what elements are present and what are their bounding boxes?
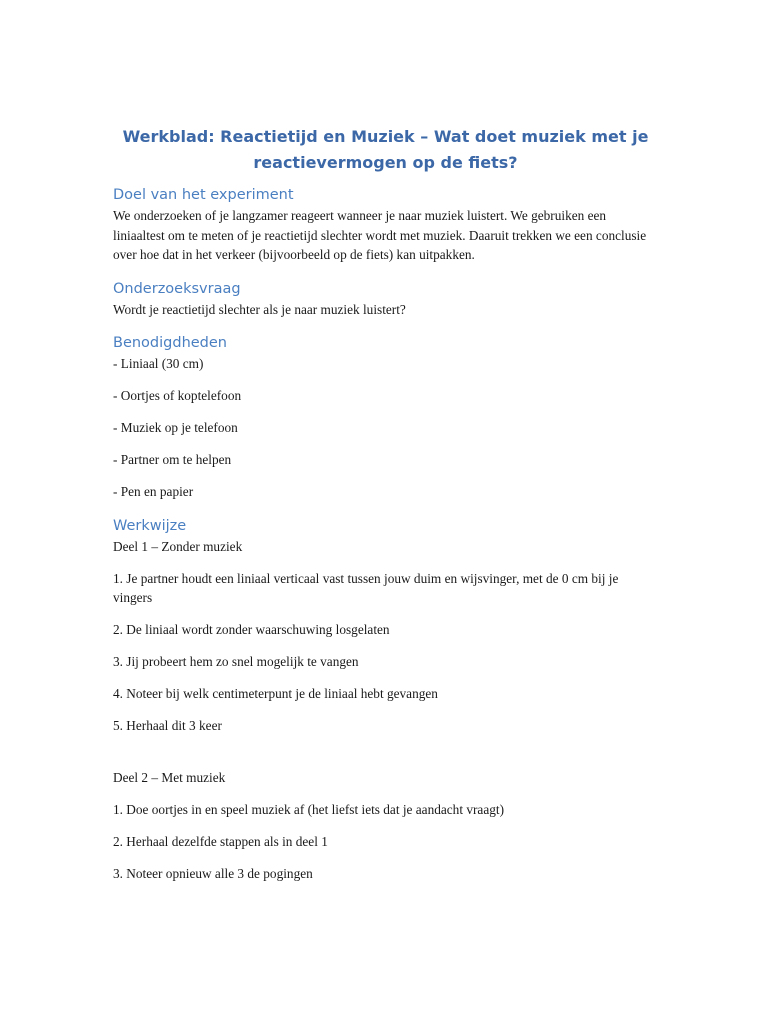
deel1-step: 2. De liniaal wordt zonder waarschuwing losgelaten [113, 622, 390, 637]
benodigdheden-item: - Partner om te helpen [113, 452, 232, 467]
benodigdheden-item: - Muziek op je telefoon [113, 420, 238, 435]
deel1-step: 3. Jij probeert hem zo snel mogelijk te vangen [113, 654, 359, 669]
document-title [113, 124, 658, 176]
section-heading-benodigdheden: Benodigdheden [113, 335, 227, 351]
section-werkwijze [113, 516, 658, 884]
section-spacer [113, 736, 658, 768]
document-title-line2: reactievermogen op de fiets? [253, 153, 518, 172]
deel1-label: Deel 1 – Zonder muziek [113, 538, 243, 554]
benodigdheden-item: - Pen en papier [113, 484, 194, 499]
section-heading-doel: Doel van het experiment [113, 187, 294, 203]
document-page [113, 124, 658, 883]
deel1-step: 5. Herhaal dit 3 keer [113, 718, 222, 733]
deel1-step: 4. Noteer bij welk centimeterpunt je de liniaal hebt gevangen [113, 686, 438, 701]
benodigdheden-item: - Liniaal (30 cm) [113, 356, 204, 371]
deel2-label: Deel 2 – Met muziek [113, 769, 226, 785]
deel1-step: 1. Je partner houdt een liniaal verticaal vast tussen jouw duim en wijsvinger, met de 0 cm bij je vingers [113, 570, 619, 605]
deel2-step: 1. Doe oortjes in en speel muziek af (het liefst iets dat je aandacht vraagt) [113, 801, 504, 817]
section-doel [113, 185, 658, 265]
onderzoeksvraag-paragraph: Wordt je reactietijd slechter als je naar muziek luistert? [113, 301, 406, 317]
document-title-line1: Werkblad: Reactietijd en Muziek – Wat doet muziek met je [122, 127, 649, 146]
section-heading-onderzoeksvraag: Onderzoeksvraag [113, 280, 241, 297]
section-benodigdheden [113, 333, 658, 502]
section-heading-werkwijze: Werkwijze [113, 517, 187, 534]
deel2-step: 3. Noteer opnieuw alle 3 de pogingen [113, 865, 313, 881]
doel-paragraph: We onderzoeken of je langzamer reageert wanneer je naar muziek luistert. We gebruiken een liniaaltest om te meten of je reactietijd slechter wordt met muziek. Daaruit trekken we een conclusie over hoe dat in het verkeer (bijvoorbeeld op de fiets) kan uitpakken. [113, 208, 647, 262]
deel2-step: 2. Herhaal dezelfde stappen als in deel 1 [113, 833, 328, 849]
benodigdheden-item: - Oortjes of koptelefoon [113, 388, 242, 403]
section-onderzoeksvraag [113, 279, 658, 320]
